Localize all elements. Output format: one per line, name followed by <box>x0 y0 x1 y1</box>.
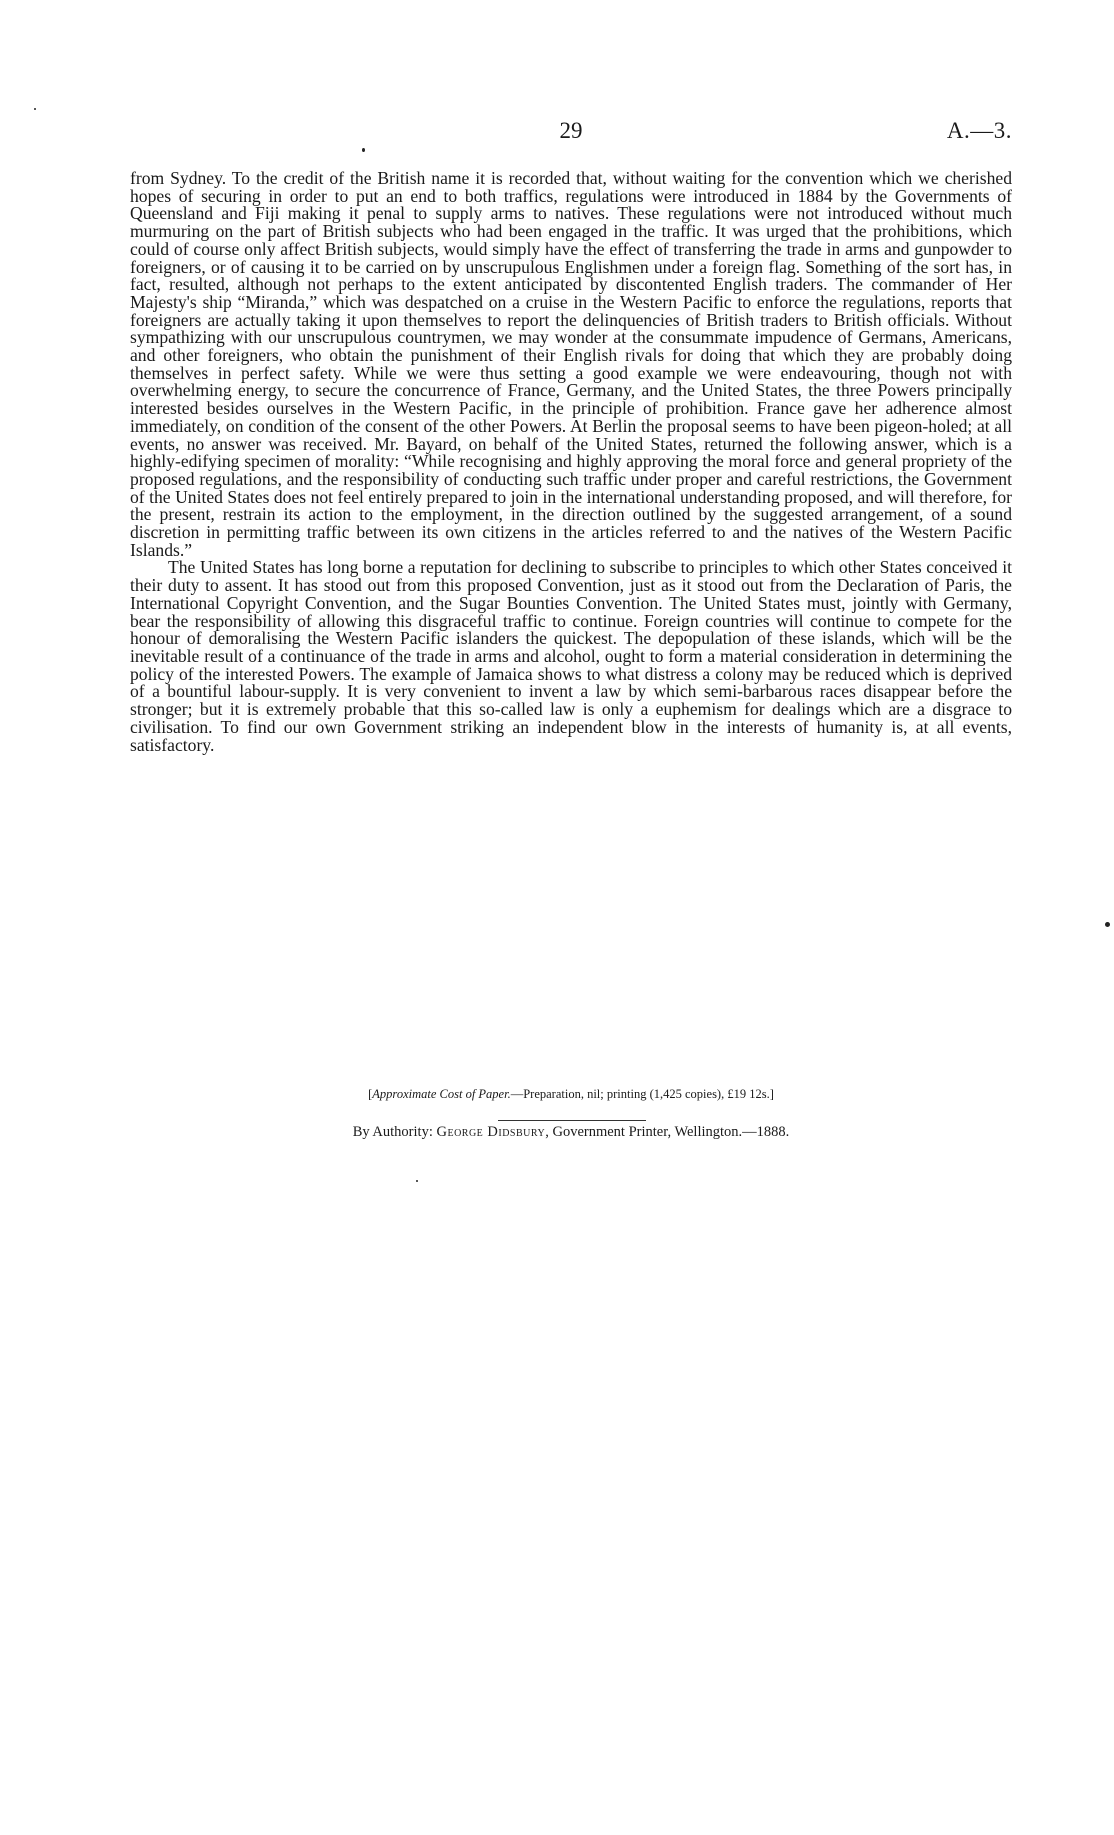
ink-speck <box>34 108 36 110</box>
cost-note-text: —Preparation, nil; printing (1,425 copies), £19 12s.] <box>510 1087 774 1101</box>
printer-name: George Didsbury <box>436 1124 546 1140</box>
imprint-prefix: By Authority: <box>352 1124 437 1140</box>
cost-note <box>130 1087 1012 1102</box>
footer-divider <box>498 1120 646 1121</box>
cost-note-open: [ <box>368 1087 373 1101</box>
cost-note-label: Approximate Cost of Paper. <box>372 1087 511 1101</box>
body-text <box>130 170 1012 754</box>
ink-speck <box>362 148 365 152</box>
page-number: 29 <box>559 118 583 143</box>
paragraph-1: from Sydney. To the credit of the British name it is recorded that, without waiting for the convention which we cherished hopes of securing in order to put an end to both traffics, regulations were introduced in 1884 by the Governments of Queensland and Fiji making it penal to supply arms to natives. These regulations were not introduced without much murmuring on the part of British subjects who had been engaged in the traffic. It was urged that the prohibitions, which could of course only affect British subjects, would simply have the effect of transferring the trade in arms and gunpowder to foreigners, or of causing it to be carried on by unscrupulous Englishmen under a foreign flag. Something of the sort has, in fact, resulted, although not perhaps to the extent anticipated by discontented English traders. The commander of Her Majesty's ship “Miranda,” which was despatched on a cruise in the Western Pacific to enforce the regulations, reports that foreigners are actually taking it upon themselves to report the delinquencies of British traders to British officials. Without sympathizing with our unscrupulous countrymen, we may wonder at the consummate impudence of Germans, Americans, and other foreigners, who obtain the punishment of their English rivals for doing that which they are probably doing themselves in perfect safety. While we were thus setting a good example we were endeavouring, though not with overwhelming energy, to secure the concurrence of France, Germany, and the United States, the three Powers principally interested besides ourselves in the Western Pacific, in the principle of prohibition. France gave her adherence almost immediately, on condition of the consent of the other Powers. At Berlin the proposal seems to have been pigeon-holed; at all events, no answer was received. Mr. Bayard, on behalf of the United States, returned the following answer, which is a highly-edifying specimen of morality: “While recognising and highly approving the moral force and general propriety of the proposed regulations, and the responsibility of conducting such traffic under proper and careful restrictions, the Government of the United States does not feel entirely prepared to join in the international understanding proposed, and will therefore, for the present, restrain its action to the employment, in the direction outlined by the suggested arrangement, of a sound discretion in permitting traffic between its own citizens in the articles referred to and the natives of the Western Pacific Islands.” <box>130 168 1012 560</box>
ink-speck <box>416 1180 418 1182</box>
paragraph-2: The United States has long borne a reputation for declining to subscribe to principles to which other States conceived it their duty to assent. It has stood out from this proposed Convention, just as it stood out from the Declaration of Paris, the International Copyright Convention, and the Sugar Bounties Convention. The United States must, jointly with Germany, bear the responsibility of allowing this disgraceful traffic to continue. Foreign countries will continue to compete for the honour of demoralising the Western Pacific islanders the quickest. The depopulation of these islands, which will be the inevitable result of a continuance of the trade in arms and alcohol, ought to form a material consideration in determining the policy of the interested Powers. The example of Jamaica shows to what distress a colony may be reduced which is deprived of a bountiful labour-supply. It is very convenient to invent a law by which semi-barbarous races disappear before the stronger; but it is extremely probable that this so-called law is only a euphemism for dealings which are a disgrace to civilisation. To find our own Government striking an independent blow in the interests of humanity is, at all events, satisfactory. <box>130 557 1012 755</box>
imprint-suffix: , Government Printer, Wellington.—1888. <box>545 1124 790 1140</box>
ink-speck <box>1105 922 1110 927</box>
page-header <box>130 118 1012 148</box>
printer-imprint <box>130 1124 1012 1141</box>
document-reference: A.—3. <box>946 118 1012 143</box>
